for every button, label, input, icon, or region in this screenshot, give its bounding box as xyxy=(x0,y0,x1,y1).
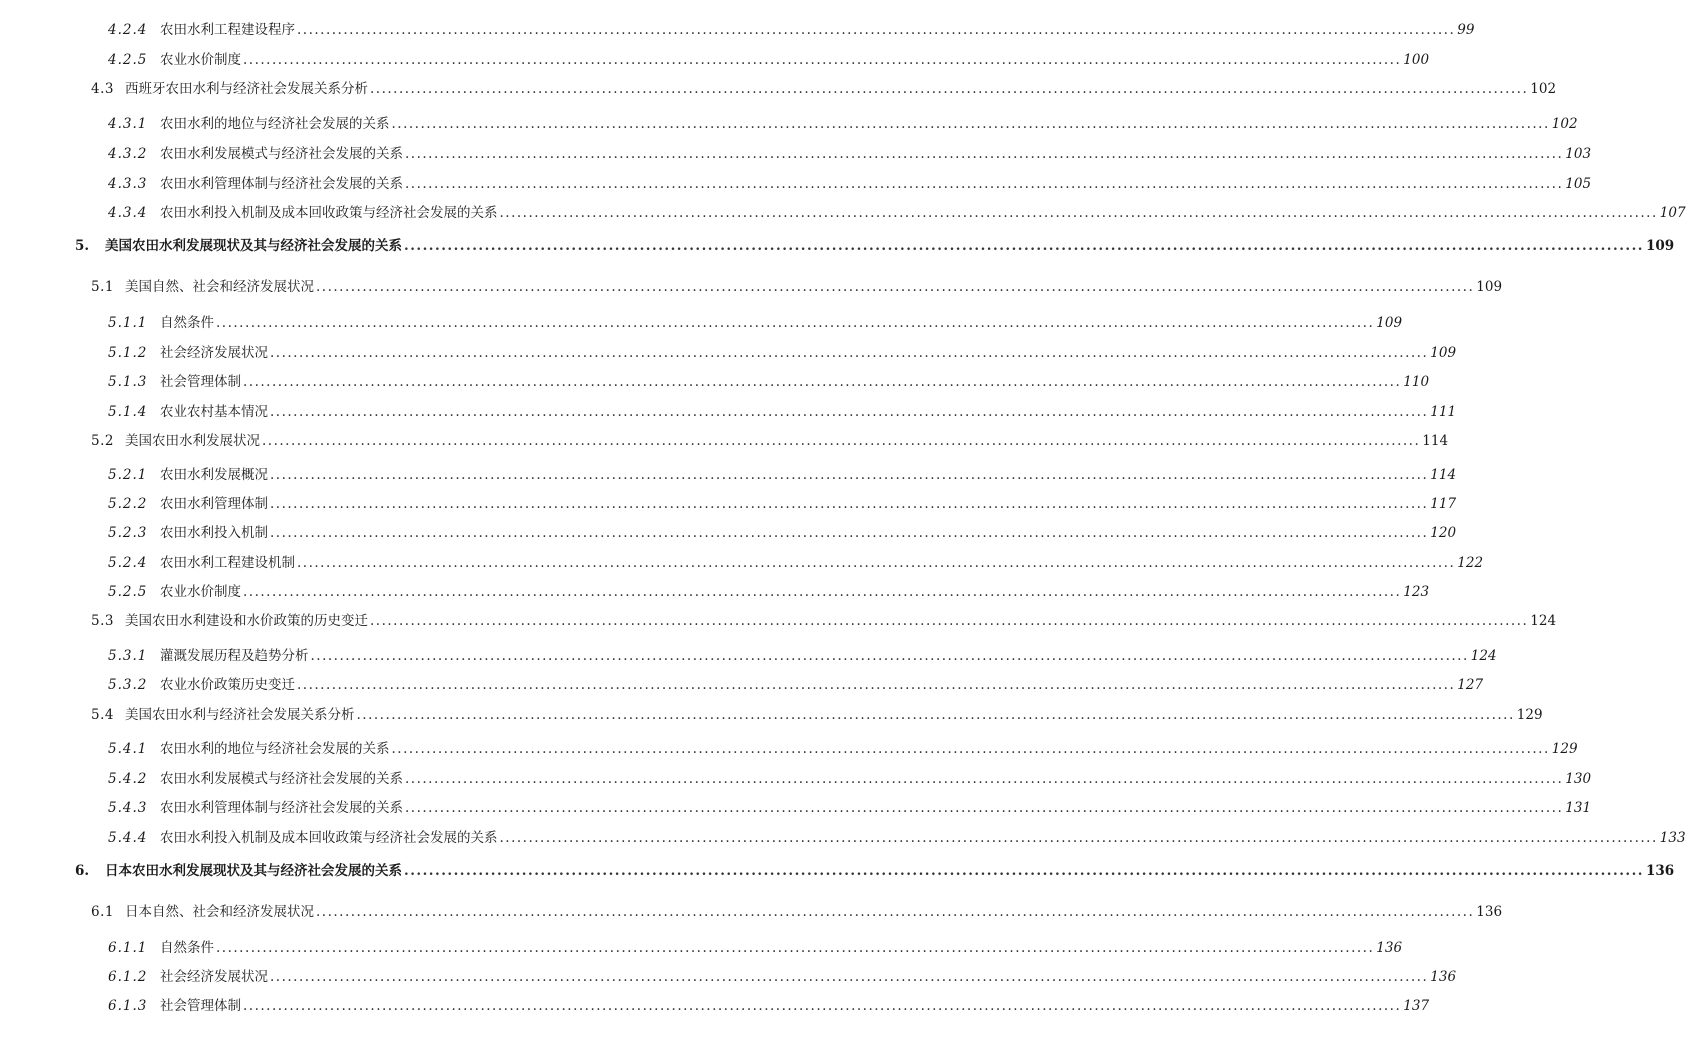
toc-entry[interactable] xyxy=(75,859,1675,879)
toc-entry-title: 美国农田水利发展现状及其与经济社会发展的关系 xyxy=(105,238,402,254)
toc-entry[interactable] xyxy=(108,796,1592,816)
toc-entry-number: 5.3.1 xyxy=(108,648,148,664)
toc-entry-page: 107 xyxy=(1659,205,1686,221)
toc-dot-leader: ........................................................................................................................................................................................................ xyxy=(270,525,1429,541)
toc-entry-number: 5.1.3 xyxy=(108,374,148,390)
toc-entry-title: 农田水利管理体制与经济社会发展的关系 xyxy=(160,176,403,192)
toc-dot-leader: ........................................................................................................................................................................................................ xyxy=(270,496,1429,512)
toc-entry-title: 自然条件 xyxy=(160,315,214,331)
toc-entry-number: 5.2.2 xyxy=(108,496,148,512)
toc-entry-page: 110 xyxy=(1403,374,1430,390)
toc-dot-leader: ........................................................................................................................................................................................................ xyxy=(499,205,1658,221)
toc-dot-leader: ........................................................................................................................................................................................................ xyxy=(316,279,1475,295)
toc-entry[interactable] xyxy=(108,936,1403,956)
toc-entry[interactable] xyxy=(91,275,1503,295)
toc-entry[interactable] xyxy=(108,142,1592,162)
toc-dot-leader: ........................................................................................................................................................................................................ xyxy=(243,584,1402,600)
toc-dot-leader: ........................................................................................................................................................................................................ xyxy=(216,315,1375,331)
toc-entry[interactable] xyxy=(108,112,1578,132)
toc-entry-number: 5.1.2 xyxy=(108,345,148,361)
toc-entry-number: 4.3.3 xyxy=(108,176,148,192)
toc-dot-leader: ........................................................................................................................................................................................................ xyxy=(405,146,1564,162)
toc-entry-title: 美国农田水利建设和水价政策的历史变迁 xyxy=(125,613,368,629)
toc-entry-number: 4.3.1 xyxy=(108,116,148,132)
toc-entry[interactable] xyxy=(91,429,1449,449)
toc-entry-number: 5.3.2 xyxy=(108,677,148,693)
toc-entry[interactable] xyxy=(91,900,1503,920)
toc-entry-title: 农田水利的地位与经济社会发展的关系 xyxy=(160,116,390,132)
toc-dot-leader: ........................................................................................................................................................................................................ xyxy=(370,81,1529,97)
toc-dot-leader: ........................................................................................................................................................................................................ xyxy=(243,52,1402,68)
toc-entry-page: 100 xyxy=(1403,52,1430,68)
toc-entry-number: 4.3 xyxy=(91,81,114,97)
toc-dot-leader: ........................................................................................................................................................................................................ xyxy=(243,998,1402,1014)
toc-entry[interactable] xyxy=(108,463,1457,483)
toc-entry-number: 5.4.2 xyxy=(108,771,148,787)
toc-entry[interactable] xyxy=(108,18,1475,38)
toc-entry-number: 6.1.3 xyxy=(108,998,148,1014)
toc-entry[interactable] xyxy=(108,673,1484,693)
toc-entry-number: 6.1.2 xyxy=(108,969,148,985)
toc-entry[interactable] xyxy=(75,234,1675,254)
toc-dot-leader: ........................................................................................................................................................................................................ xyxy=(262,433,1421,449)
toc-entry-number: 5.4 xyxy=(91,707,114,723)
toc-entry[interactable] xyxy=(91,703,1543,723)
toc-entry-page: 111 xyxy=(1430,404,1457,420)
toc-entry-number: 4.2.4 xyxy=(108,22,148,38)
toc-entry-page: 114 xyxy=(1430,467,1457,483)
toc-entry-title: 农业农村基本情况 xyxy=(160,404,268,420)
toc-entry-page: 130 xyxy=(1565,771,1592,787)
toc-entry-page: 122 xyxy=(1457,555,1484,571)
toc-entry[interactable] xyxy=(108,370,1430,390)
toc-entry-title: 社会管理体制 xyxy=(160,374,241,390)
toc-entry-page: 102 xyxy=(1551,116,1578,132)
toc-entry-title: 农田水利工程建设机制 xyxy=(160,555,295,571)
toc-entry-title: 社会经济发展状况 xyxy=(160,345,268,361)
toc-entry-page: 127 xyxy=(1457,677,1484,693)
toc-entry[interactable] xyxy=(108,737,1578,757)
toc-entry-title: 美国农田水利与经济社会发展关系分析 xyxy=(125,707,355,723)
toc-entry[interactable] xyxy=(108,521,1457,541)
toc-entry-title: 日本自然、社会和经济发展状况 xyxy=(125,904,314,920)
toc-entry-page: 102 xyxy=(1530,81,1557,97)
toc-entry-number: 5.4.1 xyxy=(108,741,148,757)
toc-entry-page: 120 xyxy=(1430,525,1457,541)
toc-entry-page: 124 xyxy=(1470,648,1497,664)
toc-entry-title: 农田水利发展模式与经济社会发展的关系 xyxy=(160,146,403,162)
toc-entry-title: 农田水利发展概况 xyxy=(160,467,268,483)
toc-entry-page: 129 xyxy=(1516,707,1543,723)
toc-entry-title: 农田水利管理体制 xyxy=(160,496,268,512)
toc-entry[interactable] xyxy=(108,341,1457,361)
toc-entry[interactable] xyxy=(108,201,1686,221)
toc-entry[interactable] xyxy=(108,965,1457,985)
toc-dot-leader: ........................................................................................................................................................................................................ xyxy=(310,648,1469,664)
toc-entry[interactable] xyxy=(91,77,1557,97)
toc-entry[interactable] xyxy=(108,994,1430,1014)
toc-entry-number: 5.4.4 xyxy=(108,830,148,846)
toc-entry-number: 5.2 xyxy=(91,433,114,449)
toc-entry[interactable] xyxy=(108,400,1457,420)
toc-entry-title: 社会经济发展状况 xyxy=(160,969,268,985)
toc-entry[interactable] xyxy=(108,580,1430,600)
toc-entry-title: 农田水利发展模式与经济社会发展的关系 xyxy=(160,771,403,787)
toc-entry-title: 农田水利投入机制及成本回收政策与经济社会发展的关系 xyxy=(160,830,498,846)
toc-entry[interactable] xyxy=(108,172,1592,192)
toc-entry-page: 131 xyxy=(1565,800,1592,816)
toc-entry-number: 5.4.3 xyxy=(108,800,148,816)
toc-entry-title: 自然条件 xyxy=(160,940,214,956)
toc-dot-leader: ........................................................................................................................................................................................................ xyxy=(316,904,1475,920)
toc-entry-number: 5.3 xyxy=(91,613,114,629)
toc-entry-page: 129 xyxy=(1551,741,1578,757)
toc-entry-page: 105 xyxy=(1565,176,1592,192)
toc-entry-page: 103 xyxy=(1565,146,1592,162)
toc-dot-leader: ........................................................................................................................................................................................................ xyxy=(356,707,1515,723)
toc-entry[interactable] xyxy=(108,311,1403,331)
toc-entry-title: 农田水利管理体制与经济社会发展的关系 xyxy=(160,800,403,816)
toc-entry[interactable] xyxy=(108,551,1484,571)
toc-entry-page: 114 xyxy=(1422,433,1449,449)
toc-dot-leader: ........................................................................................................................................................................................................ xyxy=(216,940,1375,956)
toc-entry[interactable] xyxy=(108,767,1592,787)
toc-entry-title: 农田水利投入机制及成本回收政策与经济社会发展的关系 xyxy=(160,205,498,221)
toc-entry-page: 109 xyxy=(1430,345,1457,361)
toc-entry-page: 136 xyxy=(1376,940,1403,956)
toc-entry-title: 社会管理体制 xyxy=(160,998,241,1014)
toc-entry-page: 137 xyxy=(1403,998,1430,1014)
toc-dot-leader: ........................................................................................................................................................................................................ xyxy=(270,345,1429,361)
toc-entry-title: 农田水利投入机制 xyxy=(160,525,268,541)
toc-entry-number: 4.3.2 xyxy=(108,146,148,162)
toc-entry-page: 136 xyxy=(1646,863,1675,879)
toc-entry-number: 4.3.4 xyxy=(108,205,148,221)
toc-dot-leader: ........................................................................................................................................................................................................ xyxy=(370,613,1529,629)
toc-entry-number: 5.2.1 xyxy=(108,467,148,483)
toc-entry[interactable] xyxy=(108,644,1497,664)
toc-entry-number: 4.2.5 xyxy=(108,52,148,68)
toc-dot-leader: ........................................................................................................................................................................................................ xyxy=(297,22,1456,38)
toc-entry-title: 农业水价制度 xyxy=(160,52,241,68)
toc-entry-page: 109 xyxy=(1376,315,1403,331)
toc-entry-number: 5.1 xyxy=(91,279,114,295)
toc-entry[interactable] xyxy=(108,492,1457,512)
toc-entry-number: 5.1.1 xyxy=(108,315,148,331)
toc-entry-title: 美国自然、社会和经济发展状况 xyxy=(125,279,314,295)
toc-dot-leader: ........................................................................................................................................................................................................ xyxy=(391,741,1550,757)
toc-entry-number: 5. xyxy=(75,238,90,254)
toc-entry-number: 5.1.4 xyxy=(108,404,148,420)
toc-entry-page: 117 xyxy=(1430,496,1457,512)
toc-dot-leader: ........................................................................................................................................................................................................ xyxy=(404,863,1644,879)
toc-entry-number: 6. xyxy=(75,863,90,879)
toc-entry-title: 农业水价制度 xyxy=(160,584,241,600)
toc-entry[interactable] xyxy=(108,48,1430,68)
toc-entry-page: 109 xyxy=(1476,279,1503,295)
toc-dot-leader: ........................................................................................................................................................................................................ xyxy=(405,800,1564,816)
toc-dot-leader: ........................................................................................................................................................................................................ xyxy=(270,404,1429,420)
toc-entry[interactable] xyxy=(108,826,1686,846)
toc-entry-page: 136 xyxy=(1430,969,1457,985)
toc-entry-number: 5.2.3 xyxy=(108,525,148,541)
toc-dot-leader: ........................................................................................................................................................................................................ xyxy=(499,830,1658,846)
toc-entry[interactable] xyxy=(91,609,1557,629)
toc-entry-title: 西班牙农田水利与经济社会发展关系分析 xyxy=(125,81,368,97)
toc-entry-number: 6.1.1 xyxy=(108,940,148,956)
toc-entry-number: 5.2.5 xyxy=(108,584,148,600)
toc-dot-leader: ........................................................................................................................................................................................................ xyxy=(297,677,1456,693)
toc-entry-title: 农业水价政策历史变迁 xyxy=(160,677,295,693)
toc-dot-leader: ........................................................................................................................................................................................................ xyxy=(297,555,1456,571)
toc-dot-leader: ........................................................................................................................................................................................................ xyxy=(270,467,1429,483)
toc-entry-page: 124 xyxy=(1530,613,1557,629)
toc-entry-page: 99 xyxy=(1457,22,1475,38)
toc-entry-page: 136 xyxy=(1476,904,1503,920)
toc-dot-leader: ........................................................................................................................................................................................................ xyxy=(243,374,1402,390)
toc-entry-title: 日本农田水利发展现状及其与经济社会发展的关系 xyxy=(105,863,402,879)
toc-entry-title: 农田水利工程建设程序 xyxy=(160,22,295,38)
toc-entry-page: 133 xyxy=(1659,830,1686,846)
toc-dot-leader: ........................................................................................................................................................................................................ xyxy=(404,238,1644,254)
toc-entry-page: 109 xyxy=(1646,238,1675,254)
toc-entry-page: 123 xyxy=(1403,584,1430,600)
toc-entry-title: 灌溉发展历程及趋势分析 xyxy=(160,648,309,664)
toc-dot-leader: ........................................................................................................................................................................................................ xyxy=(391,116,1550,132)
toc-entry-number: 5.2.4 xyxy=(108,555,148,571)
toc-entry-title: 农田水利的地位与经济社会发展的关系 xyxy=(160,741,390,757)
toc-entry-title: 美国农田水利发展状况 xyxy=(125,433,260,449)
toc-entry-number: 6.1 xyxy=(91,904,114,920)
toc-dot-leader: ........................................................................................................................................................................................................ xyxy=(405,176,1564,192)
toc-dot-leader: ........................................................................................................................................................................................................ xyxy=(270,969,1429,985)
toc-dot-leader: ........................................................................................................................................................................................................ xyxy=(405,771,1564,787)
